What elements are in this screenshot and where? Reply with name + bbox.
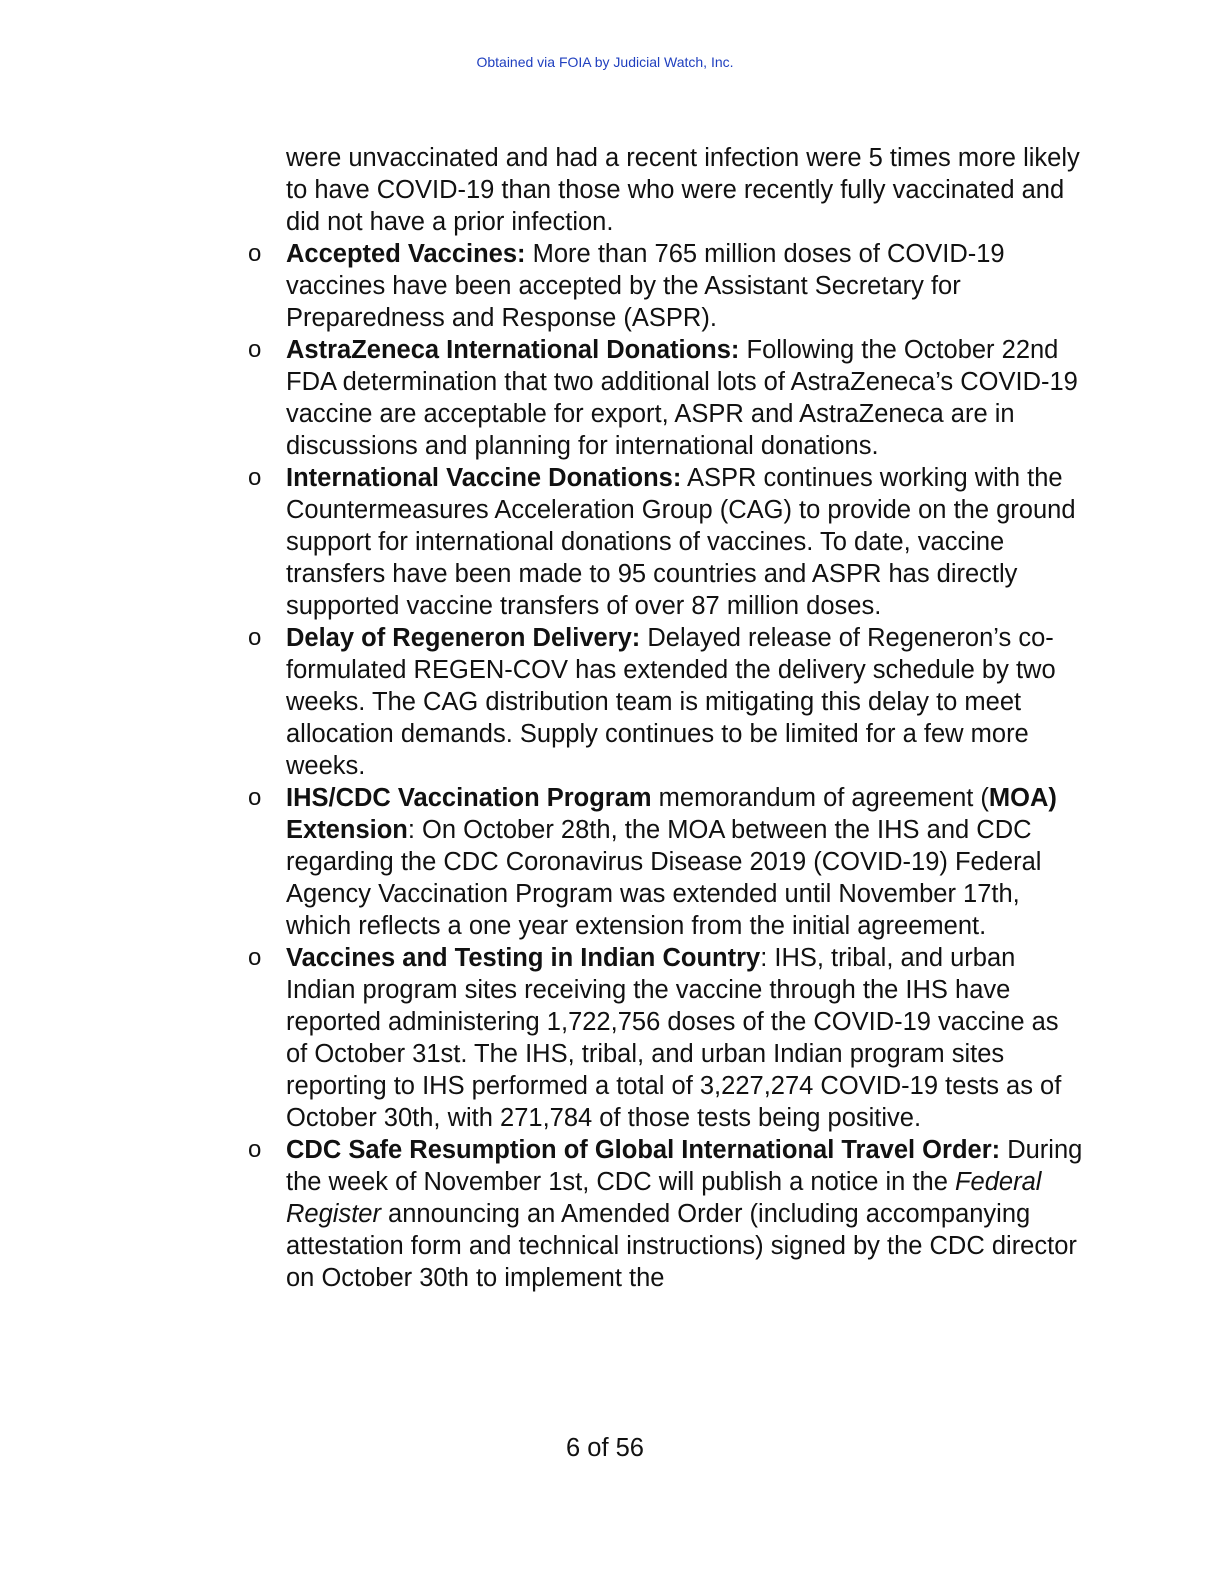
list-item-astrazeneca-donations bbox=[248, 334, 1086, 462]
item-body: : On October 28th, the MOA between the IHS and CDC regarding the CDC Coronavirus Disease 2019 (COVID-19) Federal Agency Vaccination Program was extended until November 17th, which reflects a one year extension from the initial agreement. bbox=[286, 816, 1042, 940]
item-body: More than 765 million doses of COVID-19 vaccines have been accepted by the Assistant Secretary for Preparedness and Response (ASPR). bbox=[286, 240, 1005, 332]
bullet-marker: o bbox=[248, 336, 262, 363]
item-title-continued: MOA) Extension bbox=[286, 784, 1057, 844]
document-body bbox=[248, 142, 1086, 1294]
list-item-ihs-cdc-moa bbox=[248, 782, 1086, 942]
item-title: International Vaccine Donations: bbox=[286, 464, 682, 492]
bullet-marker: o bbox=[248, 944, 262, 971]
list-item-international-vaccine-donations bbox=[248, 462, 1086, 622]
item-title: Delay of Regeneron Delivery: bbox=[286, 624, 641, 652]
item-body: Following the October 22nd FDA determination that two additional lots of AstraZeneca’s COVID-19 vaccine are acceptable for export, ASPR and AstraZeneca are in discussions and planning for international donations. bbox=[286, 336, 1078, 460]
list-item-regeneron-delay bbox=[248, 622, 1086, 782]
bullet-marker: o bbox=[248, 1136, 262, 1163]
item-body: Delayed release of Regeneron’s co-formulated REGEN-COV has extended the delivery schedule by two weeks. The CAG distribution team is mitigating this delay to meet allocation demands. Supply continues to be limited for a few more weeks. bbox=[286, 624, 1056, 780]
bullet-marker: o bbox=[248, 240, 262, 267]
list-item-travel-order bbox=[248, 1134, 1086, 1294]
bullet-marker: o bbox=[248, 464, 262, 491]
item-body: ASPR continues working with the Countermeasures Acceleration Group (CAG) to provide on the ground support for international donations of vaccines. To date, vaccine transfers have been made to 95 countries and ASPR has directly supported vaccine transfers of over 87 million doses. bbox=[286, 464, 1076, 620]
item-body: announcing an Amended Order (including accompanying attestation form and technical instructions) signed by the CDC director on October 30th to implement the bbox=[286, 1200, 1077, 1292]
list-item-accepted-vaccines bbox=[248, 238, 1086, 334]
foia-watermark: Obtained via FOIA by Judicial Watch, Inc. bbox=[476, 54, 734, 70]
item-body: : IHS, tribal, and urban Indian program sites receiving the vaccine through the IHS have reported administering 1,722,756 doses of the COVID-19 vaccine as of October 31st. The IHS, tribal, and urban Indian program sites reporting to IHS performed a total of 3,227,274 COVID-19 tests as of October 30th, with 271,784 of those tests being positive. bbox=[286, 944, 1062, 1132]
page-number: 6 of 56 bbox=[566, 1434, 644, 1462]
item-mid-text: memorandum of agreement ( bbox=[651, 784, 989, 812]
bullet-marker: o bbox=[248, 624, 262, 651]
item-title: CDC Safe Resumption of Global International Travel Order: bbox=[286, 1136, 1001, 1164]
item-title: AstraZeneca International Donations: bbox=[286, 336, 740, 364]
bullet-marker: o bbox=[248, 784, 262, 811]
item-title: Accepted Vaccines: bbox=[286, 240, 526, 268]
federal-register-italic: Federal Register bbox=[286, 1168, 1042, 1228]
intro-paragraph: were unvaccinated and had a recent infection were 5 times more likely to have COVID-19 than those who were recently fully vaccinated and did not have a prior infection. bbox=[286, 144, 1080, 236]
list-item-indian-country bbox=[248, 942, 1086, 1134]
item-title: Vaccines and Testing in Indian Country bbox=[286, 944, 761, 972]
item-title: IHS/CDC Vaccination Program bbox=[286, 784, 652, 812]
update-list bbox=[248, 238, 1086, 1294]
item-body-lead: During the week of November 1st, CDC will publish a notice in the bbox=[286, 1136, 1083, 1196]
